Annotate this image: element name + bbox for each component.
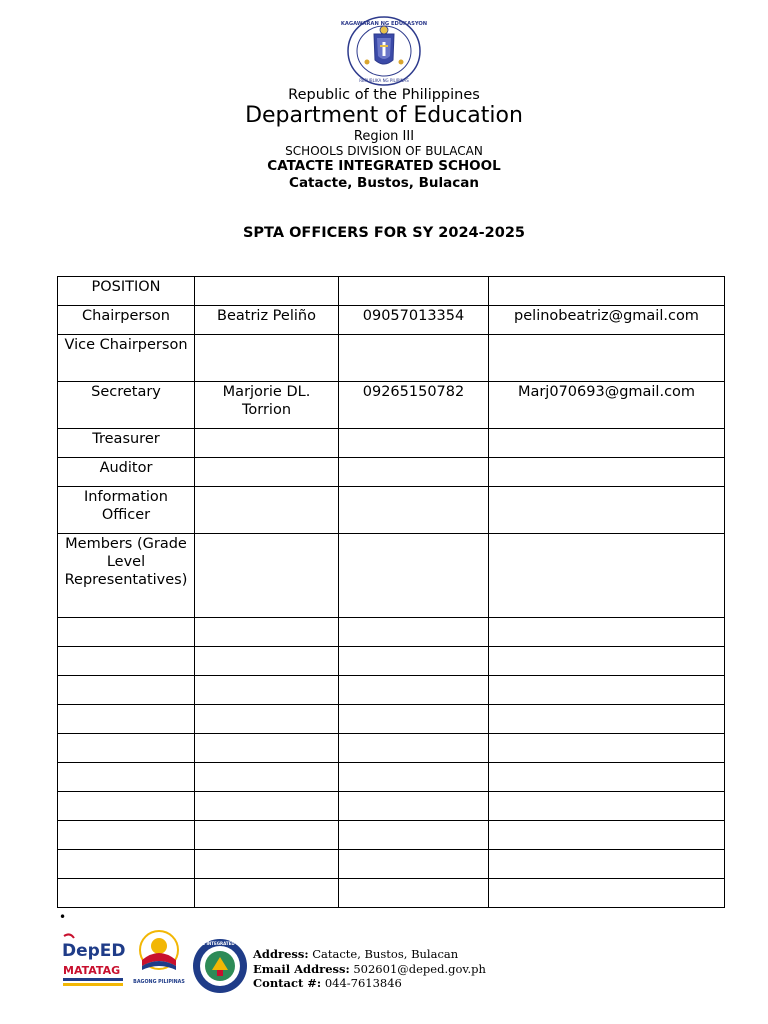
- table-header-row: [58, 277, 725, 306]
- header-republic: Republic of the Philippines: [288, 87, 480, 103]
- deped-matatag-logo: [60, 930, 126, 992]
- cell-email: [489, 647, 725, 676]
- footer-address-line: [253, 947, 486, 962]
- footer-address-label: Address:: [253, 947, 309, 961]
- bagong-pilipinas-logo: [130, 926, 188, 988]
- cell-email: [489, 705, 725, 734]
- table-row: [58, 879, 725, 908]
- table-row: [58, 306, 725, 335]
- document-title: SPTA OFFICERS FOR SY 2024-2025: [242, 225, 525, 241]
- cell-position: [58, 879, 195, 908]
- table-row: [58, 792, 725, 821]
- table-row: [58, 382, 725, 429]
- cell-contact-number: [339, 458, 489, 487]
- header-cell-name: [195, 277, 339, 306]
- cell-position: [58, 705, 195, 734]
- footer-contact-label: Contact #:: [253, 976, 322, 990]
- table-row: [58, 821, 725, 850]
- table-row: [58, 734, 725, 763]
- cell-name: [195, 676, 339, 705]
- school-logo: [185, 937, 255, 995]
- cell-email: pelinobeatriz@gmail.com: [489, 306, 725, 335]
- table-row: [58, 335, 725, 382]
- cell-name: [195, 487, 339, 534]
- cell-position: [58, 821, 195, 850]
- cell-name: [195, 335, 339, 382]
- cell-position: Chairperson: [58, 306, 195, 335]
- cell-position: Secretary: [58, 382, 195, 429]
- table-row: [58, 618, 725, 647]
- bagong-pilipinas-text: BAGONG PILIPINAS: [133, 980, 185, 985]
- cell-email: [489, 458, 725, 487]
- cell-position: Vice Chairperson: [58, 335, 195, 382]
- header-cell-email: [489, 277, 725, 306]
- table-row: [58, 705, 725, 734]
- officers-table-body: [58, 277, 725, 908]
- header-school-address: Catacte, Bustos, Bulacan: [289, 175, 479, 191]
- cell-position: [58, 792, 195, 821]
- table-row: [58, 676, 725, 705]
- footer-contact-line: [253, 976, 486, 991]
- cell-contact-number: [339, 487, 489, 534]
- cell-contact-number: [339, 850, 489, 879]
- table-row: [58, 429, 725, 458]
- table-row: [58, 763, 725, 792]
- footer-email-line: [253, 962, 486, 977]
- cell-name: Beatriz Peliño: [195, 306, 339, 335]
- seal-top-text: KAGAWARAN NG EDUKASYON: [340, 21, 428, 27]
- footer-email-value: 502601@deped.gov.ph: [353, 961, 486, 976]
- cell-email: [489, 879, 725, 908]
- header-division: SCHOOLS DIVISION OF BULACAN: [285, 144, 483, 158]
- cell-position: Auditor: [58, 458, 195, 487]
- cell-contact-number: 09265150782: [339, 382, 489, 429]
- header-cell-position: POSITION: [58, 277, 195, 306]
- cell-email: [489, 850, 725, 879]
- cell-contact-number: [339, 429, 489, 458]
- cell-position: [58, 647, 195, 676]
- cell-name: [195, 618, 339, 647]
- cell-name: [195, 792, 339, 821]
- cell-name: [195, 429, 339, 458]
- cell-name: [195, 879, 339, 908]
- cell-position: [58, 763, 195, 792]
- header-region: Region III: [353, 129, 415, 144]
- cell-name: [195, 534, 339, 618]
- cell-email: [489, 618, 725, 647]
- cell-contact-number: [339, 618, 489, 647]
- cell-email: [489, 534, 725, 618]
- footer-contact-value: 044-7613846: [324, 976, 402, 990]
- header-department: Department of Education: [245, 103, 523, 128]
- cell-contact-number: [339, 734, 489, 763]
- footer-contact-block: [253, 947, 486, 991]
- cell-name: [195, 705, 339, 734]
- cell-position: [58, 676, 195, 705]
- cell-email: [489, 335, 725, 382]
- cell-position: Information Officer: [58, 487, 195, 534]
- cell-email: [489, 763, 725, 792]
- cell-contact-number: [339, 705, 489, 734]
- cell-position: [58, 850, 195, 879]
- header-cell-contact-number: [339, 277, 489, 306]
- cell-email: [489, 792, 725, 821]
- school-logo-text: CATACTE INTEGRATED SCHOOL: [185, 941, 255, 946]
- cell-position: [58, 618, 195, 647]
- table-row: [58, 458, 725, 487]
- deped-seal-logo: [340, 16, 428, 86]
- cell-contact-number: [339, 879, 489, 908]
- cell-email: [489, 429, 725, 458]
- cell-position: Treasurer: [58, 429, 195, 458]
- cell-contact-number: [339, 792, 489, 821]
- cell-contact-number: [339, 534, 489, 618]
- cell-contact-number: [339, 763, 489, 792]
- seal-bottom-text: REPUBLIKA NG PILIPINAS: [359, 78, 409, 83]
- cell-email: Marj070693@gmail.com: [489, 382, 725, 429]
- cell-name: [195, 763, 339, 792]
- officers-table: [57, 276, 725, 908]
- cell-position: Members (Grade Level Representatives): [58, 534, 195, 618]
- cell-contact-number: 09057013354: [339, 306, 489, 335]
- cell-contact-number: [339, 821, 489, 850]
- cell-contact-number: [339, 647, 489, 676]
- table-row: [58, 487, 725, 534]
- cell-position: [58, 734, 195, 763]
- table-row: [58, 647, 725, 676]
- bullet-marker: •: [59, 910, 67, 924]
- cell-contact-number: [339, 335, 489, 382]
- footer-address-value: Catacte, Bustos, Bulacan: [312, 947, 459, 961]
- deped-logo-text: DepED: [62, 941, 126, 961]
- cell-email: [489, 676, 725, 705]
- cell-name: [195, 734, 339, 763]
- cell-name: [195, 458, 339, 487]
- cell-name: [195, 850, 339, 879]
- footer-email-label: Email Address:: [253, 961, 350, 976]
- cell-name: [195, 647, 339, 676]
- table-row: [58, 534, 725, 618]
- cell-name: [195, 821, 339, 850]
- header-school-name: CATACTE INTEGRATED SCHOOL: [267, 158, 501, 174]
- matatag-logo-text: MATATAG: [63, 964, 121, 977]
- cell-email: [489, 734, 725, 763]
- cell-email: [489, 821, 725, 850]
- cell-email: [489, 487, 725, 534]
- cell-contact-number: [339, 676, 489, 705]
- cell-name: Marjorie DL. Torrion: [195, 382, 339, 429]
- table-row: [58, 850, 725, 879]
